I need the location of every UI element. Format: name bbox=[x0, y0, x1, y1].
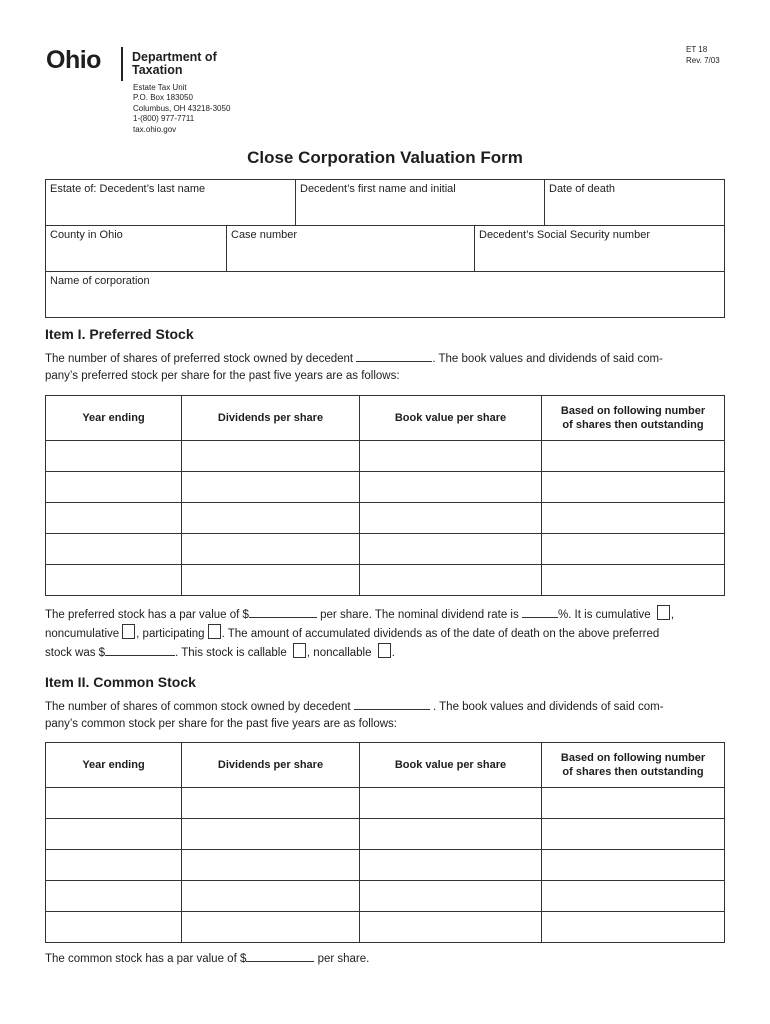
table-cell[interactable] bbox=[182, 565, 360, 596]
col-year-ending: Year ending bbox=[46, 396, 182, 441]
table-cell[interactable] bbox=[542, 819, 725, 850]
table-cell[interactable] bbox=[360, 441, 542, 472]
table-cell[interactable] bbox=[542, 912, 725, 943]
table-row bbox=[46, 881, 725, 912]
table-cell[interactable] bbox=[46, 881, 182, 912]
table-cell[interactable] bbox=[46, 441, 182, 472]
par-text: , noncallable bbox=[306, 647, 372, 659]
col-year-ending: Year ending bbox=[46, 743, 182, 788]
table-cell[interactable] bbox=[46, 788, 182, 819]
department-name bbox=[132, 51, 217, 77]
par-text: noncumulative bbox=[45, 628, 120, 640]
table-cell[interactable] bbox=[360, 881, 542, 912]
col-book-value: Book value per share bbox=[360, 743, 542, 788]
table-cell[interactable] bbox=[182, 912, 360, 943]
table-row bbox=[46, 472, 725, 503]
table-cell[interactable] bbox=[542, 788, 725, 819]
par-text: stock was $ bbox=[45, 647, 106, 659]
table-cell[interactable] bbox=[542, 565, 725, 596]
callable-checkbox[interactable] bbox=[293, 643, 306, 658]
table-cell[interactable] bbox=[360, 819, 542, 850]
field-label: Decedent’s first name and initial bbox=[300, 183, 456, 195]
participating-checkbox[interactable] bbox=[208, 624, 221, 639]
par-text: . This stock is callable bbox=[175, 647, 287, 659]
par-text: per share. bbox=[317, 953, 370, 965]
col-shares-outstanding bbox=[542, 396, 725, 441]
table-cell[interactable] bbox=[182, 472, 360, 503]
preferred-stock-table bbox=[45, 395, 725, 596]
table-row bbox=[46, 850, 725, 881]
case-number-field[interactable] bbox=[226, 225, 475, 272]
table-cell[interactable] bbox=[360, 912, 542, 943]
common-shares-blank[interactable] bbox=[354, 698, 430, 710]
par-text: The common stock has a par value of $ bbox=[45, 953, 247, 965]
item1-intro-text: . The book values and dividends of said com- bbox=[432, 353, 663, 365]
table-cell[interactable] bbox=[182, 819, 360, 850]
table-cell[interactable] bbox=[182, 534, 360, 565]
item2-intro-text: The number of shares of common stock owned by decedent bbox=[45, 701, 351, 713]
col-shares-outstanding bbox=[542, 743, 725, 788]
corporation-name-field[interactable] bbox=[45, 271, 725, 318]
noncallable-checkbox[interactable] bbox=[378, 643, 391, 658]
table-cell[interactable] bbox=[46, 534, 182, 565]
address-line: P.O. Box 183050 bbox=[133, 93, 193, 103]
table-cell[interactable] bbox=[542, 503, 725, 534]
form-revision: Rev. 7/03 bbox=[686, 55, 720, 65]
table-cell[interactable] bbox=[182, 881, 360, 912]
table-cell[interactable] bbox=[46, 819, 182, 850]
table-header-row bbox=[46, 743, 725, 788]
table-cell[interactable] bbox=[46, 472, 182, 503]
field-label: County in Ohio bbox=[50, 229, 123, 241]
decedent-first-name-field[interactable] bbox=[295, 179, 545, 226]
col-dividends: Dividends per share bbox=[182, 396, 360, 441]
table-row bbox=[46, 819, 725, 850]
par-text: . The amount of accumulated dividends as of the date of death on the above preferred bbox=[221, 628, 660, 640]
field-label: Estate of: Decedent’s last name bbox=[50, 183, 206, 195]
preferred-par-value-blank[interactable] bbox=[249, 606, 317, 618]
table-cell[interactable] bbox=[360, 565, 542, 596]
table-cell[interactable] bbox=[46, 565, 182, 596]
item2-intro-text: . The book values and dividends of said com- bbox=[432, 701, 664, 713]
department-line-1: Department of bbox=[132, 50, 217, 64]
col-book-value: Book value per share bbox=[360, 396, 542, 441]
table-cell[interactable] bbox=[360, 534, 542, 565]
table-header-row bbox=[46, 396, 725, 441]
table-row bbox=[46, 912, 725, 943]
item2-intro bbox=[45, 698, 725, 733]
ohio-logo: Ohio bbox=[46, 46, 101, 74]
table-cell[interactable] bbox=[182, 788, 360, 819]
address-line: Columbus, OH 43218-3050 bbox=[133, 103, 231, 113]
table-cell[interactable] bbox=[542, 881, 725, 912]
table-cell[interactable] bbox=[360, 503, 542, 534]
header-line: of shares then outstanding bbox=[562, 766, 704, 778]
agency-address bbox=[133, 83, 230, 135]
accumulated-dividends-blank[interactable] bbox=[105, 644, 175, 656]
ssn-field[interactable] bbox=[474, 225, 725, 272]
header-line: of shares then outstanding bbox=[562, 419, 704, 431]
noncumulative-checkbox[interactable] bbox=[122, 624, 135, 639]
address-line: 1-(800) 977-7711 bbox=[133, 114, 195, 124]
address-line: tax.ohio.gov bbox=[133, 124, 177, 134]
table-cell[interactable] bbox=[182, 441, 360, 472]
par-text: %. It is cumulative bbox=[557, 609, 651, 621]
item2-heading: Item II. Common Stock bbox=[45, 674, 196, 690]
header-line: Based on following number bbox=[560, 405, 706, 417]
table-cell[interactable] bbox=[542, 472, 725, 503]
field-label: Case number bbox=[231, 229, 298, 241]
table-cell[interactable] bbox=[46, 850, 182, 881]
table-cell[interactable] bbox=[542, 534, 725, 565]
table-cell[interactable] bbox=[542, 850, 725, 881]
par-text: participating bbox=[142, 628, 205, 640]
form-number: ET 18 bbox=[686, 45, 708, 54]
table-cell[interactable] bbox=[542, 441, 725, 472]
field-label: Date of death bbox=[549, 183, 616, 195]
address-line: Estate Tax Unit bbox=[133, 83, 187, 92]
table-cell[interactable] bbox=[360, 472, 542, 503]
header-line: Based on following number bbox=[560, 752, 706, 764]
logo-divider bbox=[121, 47, 123, 81]
table-cell[interactable] bbox=[360, 850, 542, 881]
col-dividends: Dividends per share bbox=[182, 743, 360, 788]
field-label: Name of corporation bbox=[50, 275, 150, 287]
item1-par-value-paragraph: The preferred stock has a par value of $ per share. The nominal dividend rate is %. It is cumulative , noncumulative , participating . The amount of accumulated dividends as of the date of death on the above preferred stock was $ . This stock is callable , noncallable . bbox=[45, 605, 725, 662]
table-row bbox=[46, 441, 725, 472]
table-cell[interactable] bbox=[360, 788, 542, 819]
table-row bbox=[46, 565, 725, 596]
item1-intro bbox=[45, 350, 725, 385]
table-cell[interactable] bbox=[46, 912, 182, 943]
cumulative-checkbox[interactable] bbox=[657, 605, 670, 620]
form-code bbox=[686, 45, 720, 66]
par-text: per share. The nominal dividend rate is bbox=[320, 609, 519, 621]
table-cell[interactable] bbox=[182, 850, 360, 881]
item1-intro-text: pany’s preferred stock per share for the past five years are as follows: bbox=[45, 370, 400, 382]
common-stock-table bbox=[45, 742, 725, 943]
table-row bbox=[46, 503, 725, 534]
preferred-shares-blank[interactable] bbox=[356, 350, 432, 362]
item1-intro-text: The number of shares of preferred stock owned by decedent bbox=[45, 353, 354, 365]
page-title: Close Corporation Valuation Form bbox=[247, 148, 523, 167]
dividend-rate-blank[interactable] bbox=[522, 606, 558, 618]
item1-heading: Item I. Preferred Stock bbox=[45, 326, 194, 342]
par-text: The preferred stock has a par value of $ bbox=[45, 609, 249, 621]
field-label: Decedent’s Social Security number bbox=[479, 229, 650, 241]
department-line-2: Taxation bbox=[132, 63, 183, 77]
item2-intro-text: pany’s common stock per share for the past five years are as follows: bbox=[45, 718, 397, 730]
item2-par-value-paragraph bbox=[45, 950, 725, 968]
county-field[interactable] bbox=[45, 225, 227, 272]
table-cell[interactable] bbox=[46, 503, 182, 534]
table-row bbox=[46, 534, 725, 565]
table-row bbox=[46, 788, 725, 819]
decedent-last-name-field[interactable] bbox=[45, 179, 296, 226]
table-cell[interactable] bbox=[182, 503, 360, 534]
date-of-death-field[interactable] bbox=[544, 179, 725, 226]
common-par-value-blank[interactable] bbox=[246, 950, 314, 962]
